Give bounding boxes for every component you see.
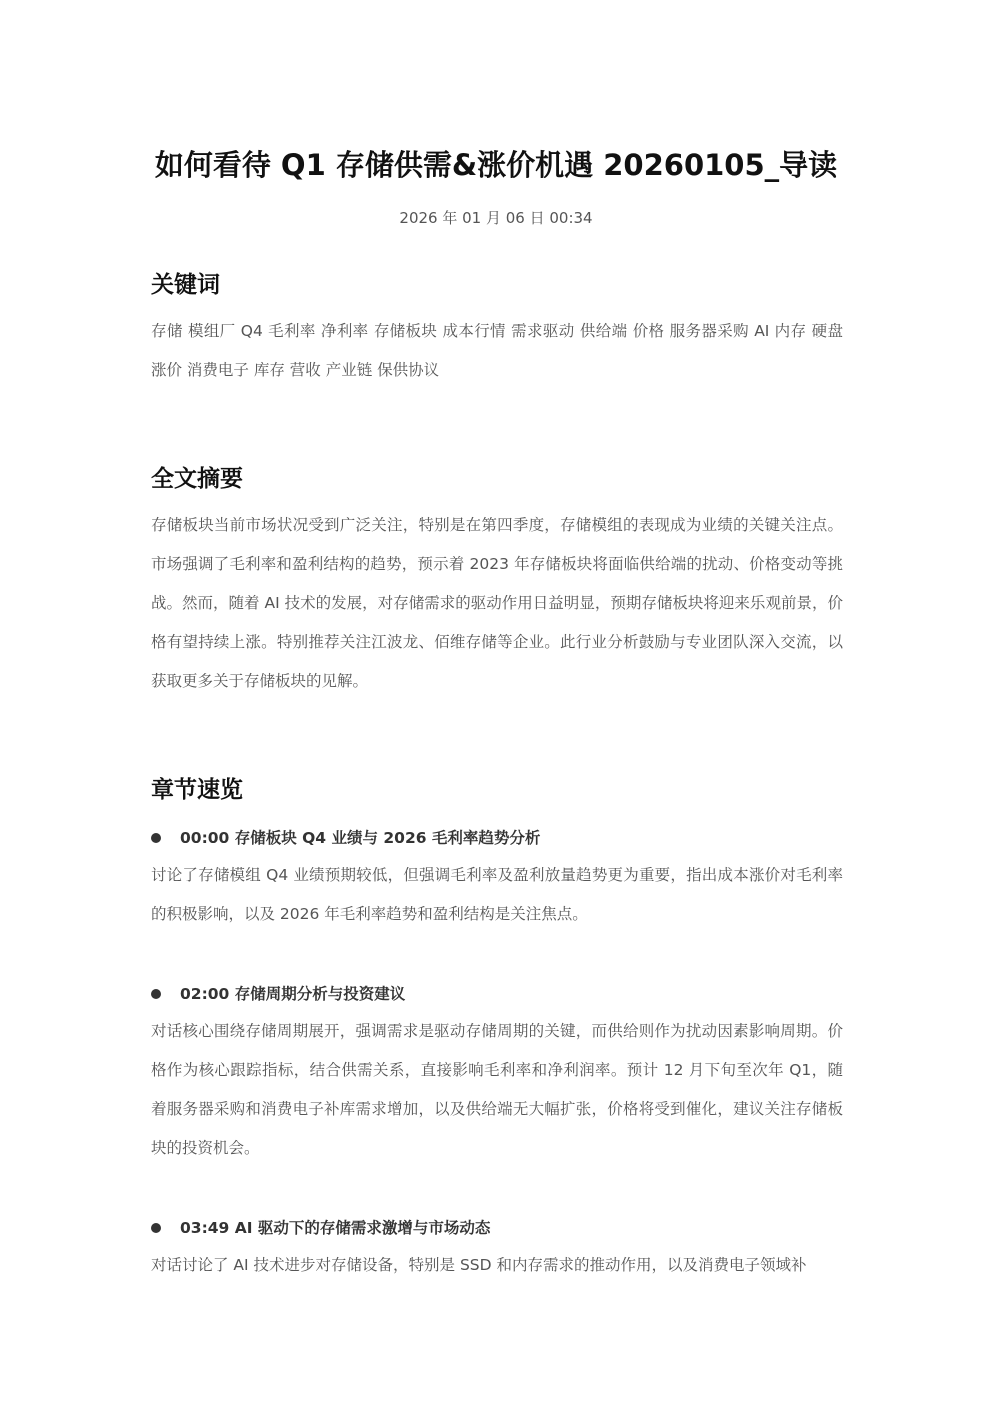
document-title: 如何看待 Q1 存储供需&涨价机遇 20260105_导读: [154, 148, 838, 182]
keywords-heading: 关键词: [151, 272, 220, 298]
chapter-item-text: 对话讨论了 AI 技术进步对存储设备，特别是 SSD 和内存需求的推动作用，以及消费电子领域补: [151, 1256, 807, 1274]
bullet-icon: [151, 989, 161, 999]
chapters-heading: 章节速览: [151, 777, 243, 803]
bullet-icon: [151, 1223, 161, 1233]
chapter-item-title: [151, 983, 843, 1005]
chapter-title-text: 02:00 存储周期分析与投资建议: [180, 985, 406, 1003]
chapter-title-text: 03:49 AI 驱动下的存储需求激增与市场动态: [180, 1219, 491, 1237]
chapter-item-text: 讨论了存储模组 Q4 业绩预期较低，但强调毛利率及盈利放量趋势更为重要，指出成本涨价对毛利率的积极影响，以及 2026 年毛利率趋势和盈利结构是关注焦点。: [151, 866, 843, 923]
chapter-item-text: 对话核心围绕存储周期展开，强调需求是驱动存储周期的关键，而供给则作为扰动因素影响周期。价格作为核心跟踪指标，结合供需关系，直接影响毛利率和净利润率。预计 12 月下旬至次年 Q1，随着服务器采购和消费电子补库需求增加，以及供给端无大幅扩张，价格将受到催化，建议关注存储板块的投资机会。: [151, 1022, 843, 1157]
document-date: 2026 年 01 月 06 日 00:34: [399, 209, 593, 227]
chapter-title-text: 00:00 存储板块 Q4 业绩与 2026 毛利率趋势分析: [180, 829, 541, 847]
keywords-text: 存储 模组厂 Q4 毛利率 净利率 存储板块 成本行情 需求驱动 供给端 价格 服务器采购 AI 内存 硬盘 涨价 消费电子 库存 营收 产业链 保供协议: [151, 322, 843, 379]
summary-heading: 全文摘要: [151, 466, 243, 492]
chapter-item-title: [151, 827, 843, 849]
summary-text: 存储板块当前市场状况受到广泛关注，特别是在第四季度，存储模组的表现成为业绩的关键关注点。市场强调了毛利率和盈利结构的趋势，预示着 2023 年存储板块将面临供给端的扰动、价格变动等挑战。然而，随着 AI 技术的发展，对存储需求的驱动作用日益明显，预期存储板块将迎来乐观前景，价格有望持续上涨。特别推荐关注江波龙、佰维存储等企业。此行业分析鼓励与专业团队深入交流，以获取更多关于存储板块的见解。: [151, 516, 843, 690]
bullet-icon: [151, 833, 161, 843]
chapter-item-title: [151, 1217, 843, 1239]
